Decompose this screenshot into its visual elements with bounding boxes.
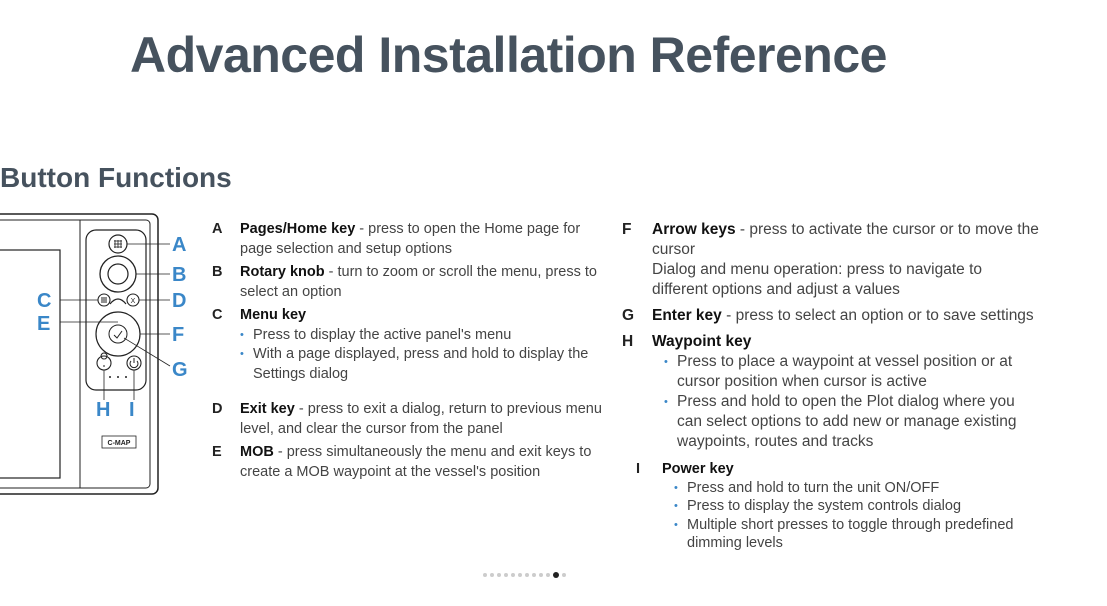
column-right <box>622 220 1042 553</box>
entry-letter: B <box>212 264 223 280</box>
entry-enter-key <box>622 306 1042 326</box>
list-item: • Press to place a waypoint at vessel position or at cursor position when cursor is active <box>664 352 1042 392</box>
bullet-list <box>662 479 1042 553</box>
pagination-dot[interactable] <box>539 573 543 577</box>
label-H: H <box>96 399 111 421</box>
entry-description: - press to activate the cursor or to move the cursor <box>652 221 1039 258</box>
list-item: • Press to display the active panel's menu <box>240 326 610 346</box>
label-B: B <box>172 264 187 286</box>
entry-exit-key <box>212 400 610 439</box>
pagination-dot[interactable] <box>504 573 508 577</box>
pagination-dots[interactable] <box>483 573 566 578</box>
section-title: Button Functions <box>0 162 232 193</box>
list-item: • With a page displayed, press and hold to display the Settings dialog <box>240 345 610 384</box>
entry-menu-key <box>212 306 610 384</box>
pagination-dot[interactable] <box>546 573 550 577</box>
label-G: G <box>172 359 188 381</box>
device-diagram <box>0 210 200 500</box>
waypoint-key <box>97 356 111 370</box>
entry-key-name: Arrow keys <box>652 221 736 238</box>
pagination-dot[interactable] <box>532 573 536 577</box>
pagination-dot[interactable] <box>562 573 566 577</box>
entry-key-name: MOB <box>240 444 274 460</box>
label-E: E <box>37 313 51 335</box>
label-C: C <box>37 290 52 312</box>
pagination-dot[interactable] <box>497 573 501 577</box>
entry-letter: H <box>622 333 634 350</box>
list-item: • Press and hold to open the Plot dialog where you can select options to add new or manage existing waypoints, routes and tracks <box>664 392 1042 452</box>
entry-description: - turn to zoom or scroll the menu, press to select an option <box>240 264 597 300</box>
entry-pages-home-key <box>212 220 610 259</box>
entry-key-name: Rotary knob <box>240 264 325 280</box>
column-left <box>212 220 610 482</box>
list-item: • Press and hold to turn the unit ON/OFF <box>674 479 1042 498</box>
pagination-dot-active[interactable] <box>553 572 559 578</box>
entry-letter: A <box>212 221 223 237</box>
entry-power-key <box>622 460 1042 553</box>
svg-text:X: X <box>130 298 136 305</box>
label-F: F <box>172 324 185 346</box>
entry-extra: Dialog and menu operation: press to navigate to different options and adjust a values <box>652 261 983 298</box>
entry-key-name: Power key <box>662 461 734 477</box>
entry-letter: D <box>212 401 223 417</box>
entry-waypoint-key <box>622 332 1042 452</box>
entry-rotary-knob <box>212 263 610 302</box>
entry-letter: I <box>636 461 641 477</box>
entry-key-name: Menu key <box>240 307 307 323</box>
entry-mob <box>212 443 610 482</box>
label-I: I <box>129 399 135 421</box>
bullet-list <box>652 352 1042 452</box>
entry-letter: F <box>622 221 632 238</box>
list-item: • Multiple short presses to toggle through predefined dimming levels <box>674 516 1042 553</box>
page-title: Advanced Installation Reference <box>130 27 887 83</box>
entry-description: - press to exit a dialog, return to previous menu level, and clear the cursor from the panel <box>240 401 602 437</box>
entry-key-name: Waypoint key <box>652 333 752 350</box>
bullet-list <box>240 326 610 385</box>
pagination-dot[interactable] <box>511 573 515 577</box>
entry-arrow-keys <box>622 220 1042 300</box>
entry-letter: C <box>212 307 223 323</box>
pagination-dot[interactable] <box>483 573 487 577</box>
enter-key <box>109 325 127 343</box>
pagination-dot[interactable] <box>490 573 494 577</box>
label-D: D <box>172 290 187 312</box>
brand-logo: C-MAP <box>107 440 131 447</box>
entry-key-name: Enter key <box>652 307 722 324</box>
entry-letter: E <box>212 444 222 460</box>
pagination-dot[interactable] <box>518 573 522 577</box>
entry-description: - press simultaneously the menu and exit keys to create a MOB waypoint at the vessel's position <box>240 444 592 480</box>
entry-description: - press to open the Home page for page selection and setup options <box>240 221 581 257</box>
entry-description: - press to select an option or to save settings <box>721 307 1034 324</box>
entry-key-name: Exit key <box>240 401 295 417</box>
pagination-dot[interactable] <box>525 573 529 577</box>
list-item: • Press to display the system controls dialog <box>674 497 1042 516</box>
entry-letter: G <box>622 307 635 324</box>
label-A: A <box>172 234 187 256</box>
entry-key-name: Pages/Home key <box>240 221 356 237</box>
